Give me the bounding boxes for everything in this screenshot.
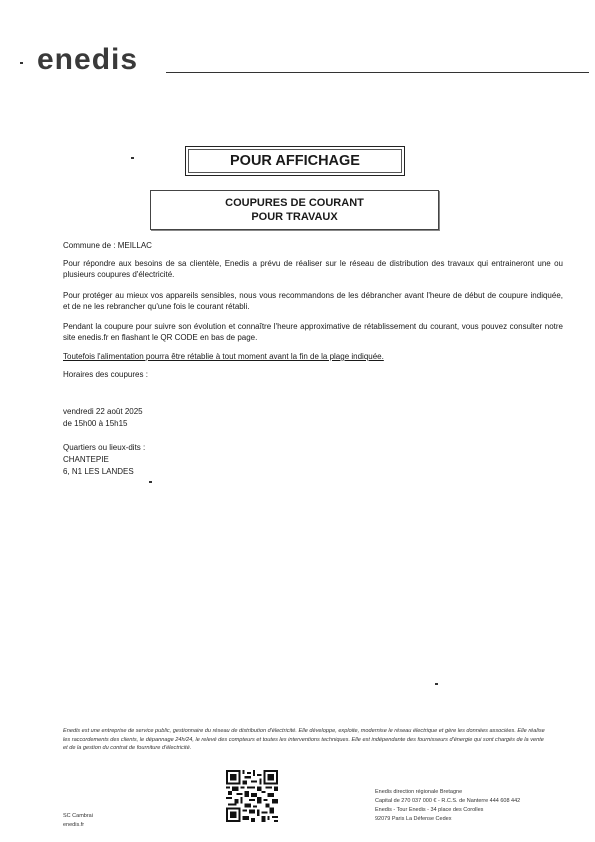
place-item: 6, N1 LES LANDES [63,467,134,476]
title-box [185,146,405,176]
footer-right-line-4: 92079 Paris La Défense Cedex [375,816,452,822]
scan-speck [149,481,152,483]
commune-line: Commune de : MEILLAC [63,241,152,250]
footer-right-line-3: Enedis - Tour Enedis - 34 place des Corolles [375,807,484,813]
footer-left-line-2: enedis.fr [63,822,85,828]
scan-speck [20,62,23,64]
subtitle-line-2: POUR TRAVAUX [251,211,338,223]
enedis-logo: enedis [37,43,139,76]
quartiers-label: Quartiers ou lieux-dits : [63,443,146,452]
paragraph-4: Toutefois l'alimentation pourra être rétablie à tout moment avant la fin de la plage indiquée. [63,352,384,361]
footer-right-line-1: Enedis direction régionale Bretagne [375,789,463,795]
qr-code[interactable] [226,770,278,822]
footer-left-line-1: SC Cambrai [63,813,93,819]
subtitle-box [150,190,439,230]
paragraph-3: Pendant la coupure pour suivre son évolution et connaître l'heure approximative de rétablissement du courant, vous pouvez consulter notre site enedis.fr en flashant le QR CODE en bas de page. [63,322,563,342]
header-rule [166,72,589,73]
footer-right-line-2: Capital de 270 037 000 € - R.C.S. de Nanterre 444 608 442 [375,798,521,804]
schedule-time: de 15h00 à 15h15 [63,419,128,428]
scan-speck [131,157,134,159]
horaires-label: Horaires des coupures : [63,370,148,379]
paragraph-2: Pour protéger au mieux vos appareils sensibles, nous vous recommandons de les débrancher avant l'heure de début de coupure indiquée, et de ne les rebrancher qu'une fois le courant rétabli. [63,291,563,311]
footer-note: Enedis est une entreprise de service public, gestionnaire du réseau de distribution d'électricité. Elle développe, exploite, modernise le réseau électrique et gère les données associées. Elle réalise les raccordements des clients, le dépannage 24h/24, le relevé des compteurs et toutes les interventions techniques. Elle est indépendante des fournisseurs d'énergie qui sont chargés de la vente et de la gestion du contrat de fourniture d'électricité. [63,728,545,751]
place-item: CHANTEPIE [63,455,109,464]
paragraph-1: Pour répondre aux besoins de sa clientèle, Enedis a prévu de réaliser sur le réseau de distribution des travaux qui entraineront une ou plusieurs coupures d'électricité. [63,259,563,279]
subtitle-line-1: COUPURES DE COURANT [225,197,364,209]
scan-speck [435,683,438,685]
page-title: POUR AFFICHAGE [230,153,360,169]
schedule-date: vendredi 22 août 2025 [63,407,143,416]
